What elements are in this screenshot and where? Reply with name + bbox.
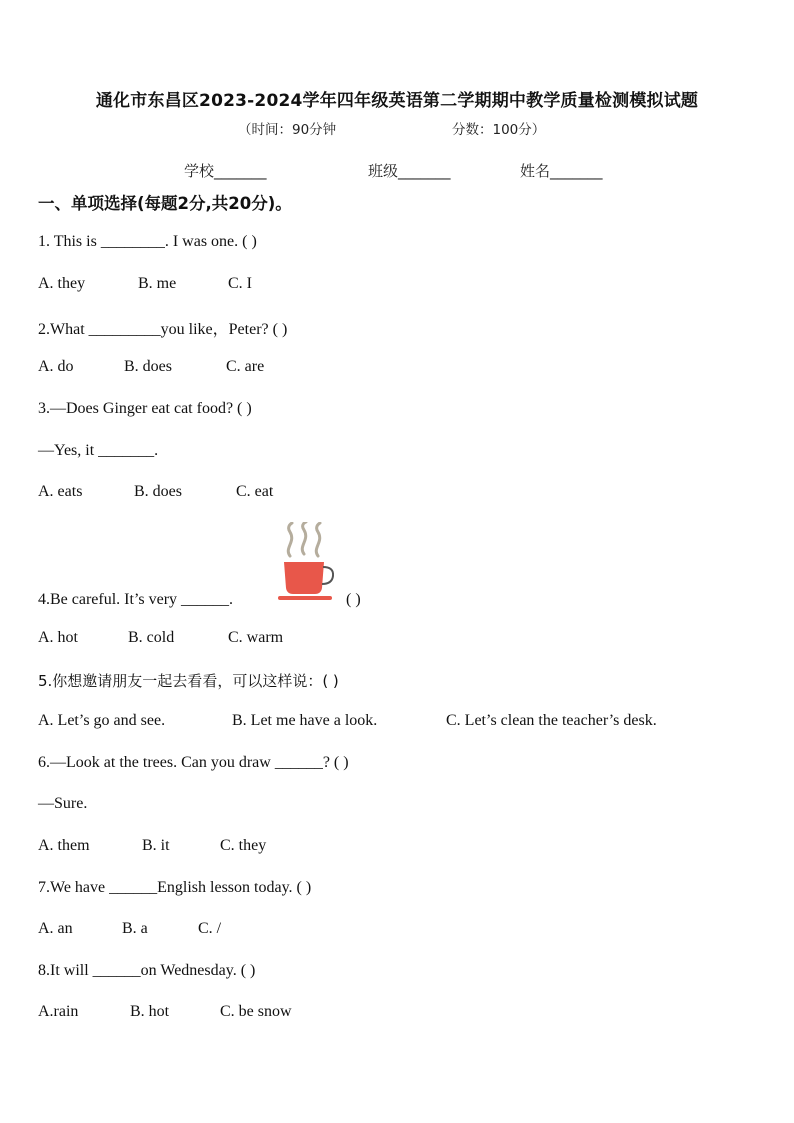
question-6-option-a: A. them (38, 837, 90, 854)
question-2-option-b: B. does (124, 358, 172, 375)
question-6-option-b: B. it (142, 837, 170, 854)
question-3-reply: —Yes, it _______. (38, 442, 159, 459)
name-field: 姓名_______ (520, 162, 603, 180)
question-5-option-b: B. Let me have a look. (232, 712, 378, 729)
question-8-stem: 8.It will ______on Wednesday. ( ) (38, 962, 256, 979)
question-1-option-b: B. me (138, 275, 177, 292)
section-heading: 一、单项选择(每题2分,共20分)。 (38, 194, 292, 213)
question-6-reply: —Sure. (38, 795, 88, 812)
question-1-option-a: A. they (38, 275, 86, 292)
question-8-option-b: B. hot (130, 1003, 170, 1020)
question-7-stem: 7.We have ______English lesson today. ( ) (38, 879, 312, 896)
question-8-option-c: C. be snow (220, 1003, 292, 1020)
question-2-stem: 2.What _________you like，Peter? ( ) (38, 321, 288, 338)
question-1-option-c: C. I (228, 275, 252, 292)
question-7-option-a: A. an (38, 920, 73, 937)
question-5-stem: 5.你想邀请朋友一起去看看，可以这样说：( ) (38, 672, 339, 690)
cup-handle (322, 567, 333, 584)
question-3-stem: 3.—Does Ginger eat cat food? ( ) (38, 400, 252, 417)
question-3-option-a: A. eats (38, 483, 83, 500)
question-4-option-a: A. hot (38, 629, 78, 646)
question-1-stem: 1. This is ________. I was one. ( ) (38, 233, 257, 250)
question-3-option-b: B. does (134, 483, 182, 500)
cup-body (284, 562, 324, 594)
question-4-option-c: C. warm (228, 629, 284, 646)
question-6-option-c: C. they (220, 837, 267, 854)
exam-score: 分数：100分） (452, 122, 546, 138)
question-7-option-c: C. / (198, 920, 222, 937)
school-field: 学校_______ (184, 162, 267, 180)
exam-time: （时间：90分钟 (238, 122, 337, 138)
question-2-option-c: C. are (226, 358, 265, 375)
question-4-stem: 4.Be careful. It’s very ______. (38, 591, 234, 608)
question-6-stem: 6.—Look at the trees. Can you draw ______? ( ) (38, 754, 349, 771)
exam-title: 通化市东昌区2023-2024学年四年级英语第二学期期中教学质量检测模拟试题 (95, 91, 699, 111)
question-8-option-a: A.rain (38, 1003, 79, 1020)
coffee-cup-icon (276, 522, 338, 602)
steam-line (302, 522, 306, 554)
question-7-option-b: B. a (122, 920, 148, 937)
cup-saucer (278, 596, 332, 600)
question-4-paren: ( ) (346, 591, 361, 608)
question-5-option-a: A. Let’s go and see. (38, 712, 166, 729)
question-4-option-b: B. cold (128, 629, 175, 646)
question-3-option-c: C. eat (236, 483, 274, 500)
question-5-option-c: C. Let’s clean the teacher’s desk. (446, 712, 657, 729)
steam-line (288, 523, 292, 556)
steam-line (316, 523, 320, 556)
question-2-option-a: A. do (38, 358, 74, 375)
class-field: 班级_______ (368, 162, 451, 180)
